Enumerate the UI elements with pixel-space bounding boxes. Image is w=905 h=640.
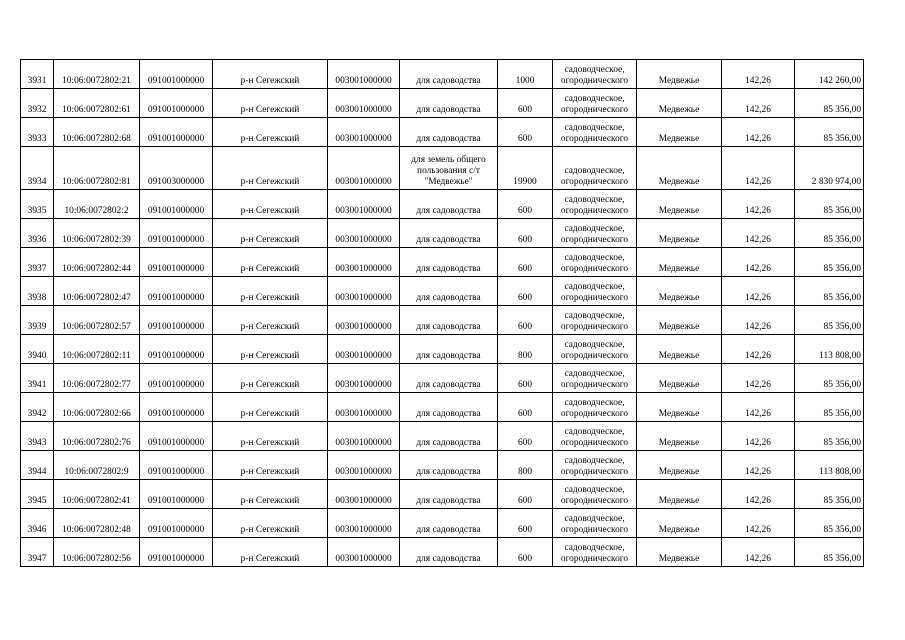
permitted-use-cell — [400, 480, 498, 509]
permitted-use-cell — [400, 219, 498, 248]
area-cell: 19900 — [498, 147, 553, 190]
specific-value-cell: 142,26 — [722, 422, 795, 451]
land-kind-cell-line: огороднического — [560, 264, 629, 274]
okato-code-cell: 091001000000 — [140, 335, 213, 364]
land-kind-cell — [553, 364, 637, 393]
table-row — [21, 89, 864, 118]
cadastral-value-cell: 85 356,00 — [795, 306, 864, 335]
land-kind-cell — [553, 190, 637, 219]
land-kind-cell-line: огороднического — [560, 351, 629, 361]
district-cell: р-н Сегежский — [213, 60, 328, 89]
category-code-cell: 003001000000 — [328, 451, 400, 480]
district-cell: р-н Сегежский — [213, 277, 328, 306]
land-kind-cell-line: садоводческое, — [564, 166, 625, 176]
specific-value-cell: 142,26 — [722, 277, 795, 306]
locality-cell: Медвежье — [637, 118, 722, 147]
specific-value-cell: 142,26 — [722, 480, 795, 509]
permitted-use-cell-line: для садоводства — [416, 525, 481, 535]
permitted-use-cell — [400, 538, 498, 567]
land-kind-cell — [553, 277, 637, 306]
district-cell: р-н Сегежский — [213, 538, 328, 567]
cadastral-value-cell: 85 356,00 — [795, 277, 864, 306]
district-cell: р-н Сегежский — [213, 147, 328, 190]
locality-cell: Медвежье — [637, 219, 722, 248]
permitted-use-cell-line: для садоводства — [416, 496, 481, 506]
permitted-use-cell-line: для садоводства — [416, 380, 481, 390]
permitted-use-cell — [400, 422, 498, 451]
row-number-cell: 3933 — [21, 118, 54, 147]
cadastral-value-cell: 85 356,00 — [795, 190, 864, 219]
table-row — [21, 509, 864, 538]
permitted-use-cell-line: для садоводства — [416, 293, 481, 303]
district-cell: р-н Сегежский — [213, 118, 328, 147]
land-kind-cell-line: садоводческое, — [564, 485, 625, 495]
permitted-use-cell-line: для садоводства — [416, 76, 481, 86]
land-kind-cell-line: садоводческое, — [564, 282, 625, 292]
area-cell: 600 — [498, 393, 553, 422]
row-number-cell: 3940 — [21, 335, 54, 364]
permitted-use-cell-line: "Медвежье" — [424, 177, 473, 187]
row-number-cell: 3945 — [21, 480, 54, 509]
okato-code-cell: 091001000000 — [140, 538, 213, 567]
specific-value-cell: 142,26 — [722, 509, 795, 538]
row-number-cell: 3946 — [21, 509, 54, 538]
locality-cell: Медвежье — [637, 422, 722, 451]
land-kind-cell-line: огороднического — [560, 134, 629, 144]
cadastral-number-cell: 10:06:0072802:61 — [54, 89, 140, 118]
table-row — [21, 306, 864, 335]
locality-cell: Медвежье — [637, 306, 722, 335]
land-kind-cell — [553, 118, 637, 147]
land-kind-cell-line: садоводческое, — [564, 369, 625, 379]
cadastral-value-cell: 142 260,00 — [795, 60, 864, 89]
table-row — [21, 364, 864, 393]
cadastral-number-cell: 10:06:0072802:2 — [54, 190, 140, 219]
land-kind-cell — [553, 306, 637, 335]
cadastral-value-cell: 113 808,00 — [795, 335, 864, 364]
okato-code-cell: 091001000000 — [140, 60, 213, 89]
area-cell: 800 — [498, 335, 553, 364]
locality-cell: Медвежье — [637, 277, 722, 306]
locality-cell: Медвежье — [637, 451, 722, 480]
cadastral-number-cell: 10:06:0072802:77 — [54, 364, 140, 393]
specific-value-cell: 142,26 — [722, 190, 795, 219]
locality-cell: Медвежье — [637, 147, 722, 190]
land-kind-cell-line: садоводческое, — [564, 253, 625, 263]
land-kind-cell — [553, 147, 637, 190]
category-code-cell: 003001000000 — [328, 147, 400, 190]
row-number-cell: 3941 — [21, 364, 54, 393]
okato-code-cell: 091001000000 — [140, 364, 213, 393]
table-row — [21, 422, 864, 451]
specific-value-cell: 142,26 — [722, 364, 795, 393]
area-cell: 800 — [498, 451, 553, 480]
table-row — [21, 118, 864, 147]
land-kind-cell-line: огороднического — [560, 467, 629, 477]
land-registry-table — [20, 59, 864, 567]
cadastral-value-cell: 85 356,00 — [795, 118, 864, 147]
permitted-use-cell-line: для садоводства — [416, 105, 481, 115]
district-cell: р-н Сегежский — [213, 89, 328, 118]
area-cell: 1000 — [498, 60, 553, 89]
land-kind-cell-line: огороднического — [560, 438, 629, 448]
okato-code-cell: 091001000000 — [140, 509, 213, 538]
specific-value-cell: 142,26 — [722, 538, 795, 567]
land-kind-cell-line: садоводческое, — [564, 94, 625, 104]
table-body — [21, 60, 864, 567]
permitted-use-cell-line: для садоводства — [416, 134, 481, 144]
cadastral-number-cell: 10:06:0072802:41 — [54, 480, 140, 509]
row-number-cell: 3934 — [21, 147, 54, 190]
district-cell: р-н Сегежский — [213, 451, 328, 480]
specific-value-cell: 142,26 — [722, 60, 795, 89]
district-cell: р-н Сегежский — [213, 335, 328, 364]
district-cell: р-н Сегежский — [213, 219, 328, 248]
land-kind-cell-line: садоводческое, — [564, 398, 625, 408]
permitted-use-cell-line: для садоводства — [416, 322, 481, 332]
category-code-cell: 003001000000 — [328, 335, 400, 364]
permitted-use-cell-line: для земель общего — [411, 155, 486, 165]
okato-code-cell: 091001000000 — [140, 422, 213, 451]
area-cell: 600 — [498, 422, 553, 451]
land-kind-cell-line: садоводческое, — [564, 224, 625, 234]
category-code-cell: 003001000000 — [328, 118, 400, 147]
specific-value-cell: 142,26 — [722, 306, 795, 335]
area-cell: 600 — [498, 219, 553, 248]
permitted-use-cell-line: для садоводства — [416, 438, 481, 448]
table-row — [21, 393, 864, 422]
land-kind-cell-line: огороднического — [560, 496, 629, 506]
locality-cell: Медвежье — [637, 509, 722, 538]
table-row — [21, 538, 864, 567]
cadastral-value-cell: 85 356,00 — [795, 422, 864, 451]
permitted-use-cell — [400, 118, 498, 147]
category-code-cell: 003001000000 — [328, 480, 400, 509]
district-cell: р-н Сегежский — [213, 480, 328, 509]
table-row — [21, 219, 864, 248]
cadastral-value-cell: 85 356,00 — [795, 393, 864, 422]
okato-code-cell: 091001000000 — [140, 190, 213, 219]
table-row — [21, 147, 864, 190]
permitted-use-cell — [400, 451, 498, 480]
permitted-use-cell-line: для садоводства — [416, 264, 481, 274]
land-kind-cell — [553, 219, 637, 248]
specific-value-cell: 142,26 — [722, 147, 795, 190]
land-kind-cell-line: огороднического — [560, 293, 629, 303]
specific-value-cell: 142,26 — [722, 248, 795, 277]
land-kind-cell-line: садоводческое, — [564, 340, 625, 350]
category-code-cell: 003001000000 — [328, 422, 400, 451]
district-cell: р-н Сегежский — [213, 509, 328, 538]
land-kind-cell-line: огороднического — [560, 105, 629, 115]
land-kind-cell-line: огороднического — [560, 554, 629, 564]
land-kind-cell — [553, 451, 637, 480]
area-cell: 600 — [498, 364, 553, 393]
area-cell: 600 — [498, 538, 553, 567]
cadastral-number-cell: 10:06:0072802:11 — [54, 335, 140, 364]
cadastral-number-cell: 10:06:0072802:81 — [54, 147, 140, 190]
row-number-cell: 3947 — [21, 538, 54, 567]
category-code-cell: 003001000000 — [328, 219, 400, 248]
specific-value-cell: 142,26 — [722, 451, 795, 480]
okato-code-cell: 091003000000 — [140, 147, 213, 190]
land-kind-cell-line: садоводческое, — [564, 543, 625, 553]
locality-cell: Медвежье — [637, 393, 722, 422]
land-kind-cell — [553, 422, 637, 451]
permitted-use-cell-line: для садоводства — [416, 206, 481, 216]
cadastral-value-cell: 85 356,00 — [795, 364, 864, 393]
cadastral-number-cell: 10:06:0072802:57 — [54, 306, 140, 335]
cadastral-value-cell: 85 356,00 — [795, 480, 864, 509]
table-row — [21, 451, 864, 480]
specific-value-cell: 142,26 — [722, 118, 795, 147]
area-cell: 600 — [498, 190, 553, 219]
land-kind-cell-line: садоводческое, — [564, 123, 625, 133]
specific-value-cell: 142,26 — [722, 393, 795, 422]
table-row — [21, 480, 864, 509]
district-cell: р-н Сегежский — [213, 422, 328, 451]
permitted-use-cell — [400, 335, 498, 364]
permitted-use-cell-line: для садоводства — [416, 235, 481, 245]
table-row — [21, 335, 864, 364]
okato-code-cell: 091001000000 — [140, 118, 213, 147]
permitted-use-cell — [400, 393, 498, 422]
permitted-use-cell-line: пользования с/т — [417, 166, 480, 176]
area-cell: 600 — [498, 277, 553, 306]
category-code-cell: 003001000000 — [328, 393, 400, 422]
permitted-use-cell — [400, 364, 498, 393]
permitted-use-cell-line: для садоводства — [416, 409, 481, 419]
okato-code-cell: 091001000000 — [140, 277, 213, 306]
land-kind-cell-line: огороднического — [560, 206, 629, 216]
row-number-cell: 3944 — [21, 451, 54, 480]
category-code-cell: 003001000000 — [328, 190, 400, 219]
row-number-cell: 3938 — [21, 277, 54, 306]
land-kind-cell-line: садоводческое, — [564, 195, 625, 205]
area-cell: 600 — [498, 89, 553, 118]
area-cell: 600 — [498, 480, 553, 509]
area-cell: 600 — [498, 509, 553, 538]
land-kind-cell — [553, 509, 637, 538]
cadastral-number-cell: 10:06:0072802:21 — [54, 60, 140, 89]
land-kind-cell — [553, 480, 637, 509]
table-row — [21, 60, 864, 89]
land-kind-cell-line: садоводческое, — [564, 311, 625, 321]
cadastral-number-cell: 10:06:0072802:39 — [54, 219, 140, 248]
area-cell: 600 — [498, 306, 553, 335]
category-code-cell: 003001000000 — [328, 364, 400, 393]
permitted-use-cell-line: для садоводства — [416, 351, 481, 361]
permitted-use-cell — [400, 60, 498, 89]
specific-value-cell: 142,26 — [722, 219, 795, 248]
row-number-cell: 3935 — [21, 190, 54, 219]
locality-cell: Медвежье — [637, 60, 722, 89]
locality-cell: Медвежье — [637, 248, 722, 277]
cadastral-value-cell: 113 808,00 — [795, 451, 864, 480]
category-code-cell: 003001000000 — [328, 248, 400, 277]
cadastral-value-cell: 85 356,00 — [795, 248, 864, 277]
okato-code-cell: 091001000000 — [140, 306, 213, 335]
permitted-use-cell — [400, 190, 498, 219]
locality-cell: Медвежье — [637, 190, 722, 219]
district-cell: р-н Сегежский — [213, 248, 328, 277]
land-kind-cell-line: огороднического — [560, 525, 629, 535]
okato-code-cell: 091001000000 — [140, 393, 213, 422]
land-kind-cell-line: огороднического — [560, 409, 629, 419]
cadastral-number-cell: 10:06:0072802:66 — [54, 393, 140, 422]
area-cell: 600 — [498, 248, 553, 277]
cadastral-number-cell: 10:06:0072802:47 — [54, 277, 140, 306]
land-kind-cell-line: огороднического — [560, 177, 629, 187]
category-code-cell: 003001000000 — [328, 89, 400, 118]
cadastral-number-cell: 10:06:0072802:9 — [54, 451, 140, 480]
okato-code-cell: 091001000000 — [140, 451, 213, 480]
permitted-use-cell — [400, 147, 498, 190]
row-number-cell: 3936 — [21, 219, 54, 248]
cadastral-value-cell: 85 356,00 — [795, 219, 864, 248]
district-cell: р-н Сегежский — [213, 364, 328, 393]
permitted-use-cell — [400, 306, 498, 335]
locality-cell: Медвежье — [637, 538, 722, 567]
row-number-cell: 3939 — [21, 306, 54, 335]
row-number-cell: 3942 — [21, 393, 54, 422]
cadastral-number-cell: 10:06:0072802:48 — [54, 509, 140, 538]
okato-code-cell: 091001000000 — [140, 480, 213, 509]
row-number-cell: 3932 — [21, 89, 54, 118]
land-kind-cell — [553, 248, 637, 277]
land-kind-cell-line: садоводческое, — [564, 514, 625, 524]
land-kind-cell — [553, 335, 637, 364]
cadastral-value-cell: 85 356,00 — [795, 509, 864, 538]
district-cell: р-н Сегежский — [213, 306, 328, 335]
permitted-use-cell — [400, 248, 498, 277]
permitted-use-cell — [400, 89, 498, 118]
specific-value-cell: 142,26 — [722, 335, 795, 364]
area-cell: 600 — [498, 118, 553, 147]
specific-value-cell: 142,26 — [722, 89, 795, 118]
row-number-cell: 3943 — [21, 422, 54, 451]
land-kind-cell — [553, 89, 637, 118]
cadastral-number-cell: 10:06:0072802:76 — [54, 422, 140, 451]
cadastral-number-cell: 10:06:0072802:44 — [54, 248, 140, 277]
land-kind-cell — [553, 393, 637, 422]
category-code-cell: 003001000000 — [328, 306, 400, 335]
okato-code-cell: 091001000000 — [140, 248, 213, 277]
cadastral-value-cell: 2 830 974,00 — [795, 147, 864, 190]
table-row — [21, 248, 864, 277]
category-code-cell: 003001000000 — [328, 509, 400, 538]
cadastral-number-cell: 10:06:0072802:68 — [54, 118, 140, 147]
category-code-cell: 003001000000 — [328, 60, 400, 89]
cadastral-value-cell: 85 356,00 — [795, 89, 864, 118]
locality-cell: Медвежье — [637, 89, 722, 118]
locality-cell: Медвежье — [637, 335, 722, 364]
land-kind-cell-line: садоводческое, — [564, 65, 625, 75]
table-row — [21, 190, 864, 219]
category-code-cell: 003001000000 — [328, 277, 400, 306]
district-cell: р-н Сегежский — [213, 393, 328, 422]
land-kind-cell-line: огороднического — [560, 380, 629, 390]
row-number-cell: 3931 — [21, 60, 54, 89]
land-kind-cell — [553, 60, 637, 89]
land-kind-cell-line: садоводческое, — [564, 427, 625, 437]
land-kind-cell-line: огороднического — [560, 235, 629, 245]
district-cell: р-н Сегежский — [213, 190, 328, 219]
table-row — [21, 277, 864, 306]
cadastral-number-cell: 10:06:0072802:56 — [54, 538, 140, 567]
permitted-use-cell — [400, 277, 498, 306]
okato-code-cell: 091001000000 — [140, 219, 213, 248]
okato-code-cell: 091001000000 — [140, 89, 213, 118]
land-kind-cell — [553, 538, 637, 567]
permitted-use-cell — [400, 509, 498, 538]
land-kind-cell-line: огороднического — [560, 76, 629, 86]
locality-cell: Медвежье — [637, 364, 722, 393]
category-code-cell: 003001000000 — [328, 538, 400, 567]
land-kind-cell-line: огороднического — [560, 322, 629, 332]
land-kind-cell-line: садоводческое, — [564, 456, 625, 466]
permitted-use-cell-line: для садоводства — [416, 554, 481, 564]
cadastral-value-cell: 85 356,00 — [795, 538, 864, 567]
row-number-cell: 3937 — [21, 248, 54, 277]
locality-cell: Медвежье — [637, 480, 722, 509]
permitted-use-cell-line: для садоводства — [416, 467, 481, 477]
